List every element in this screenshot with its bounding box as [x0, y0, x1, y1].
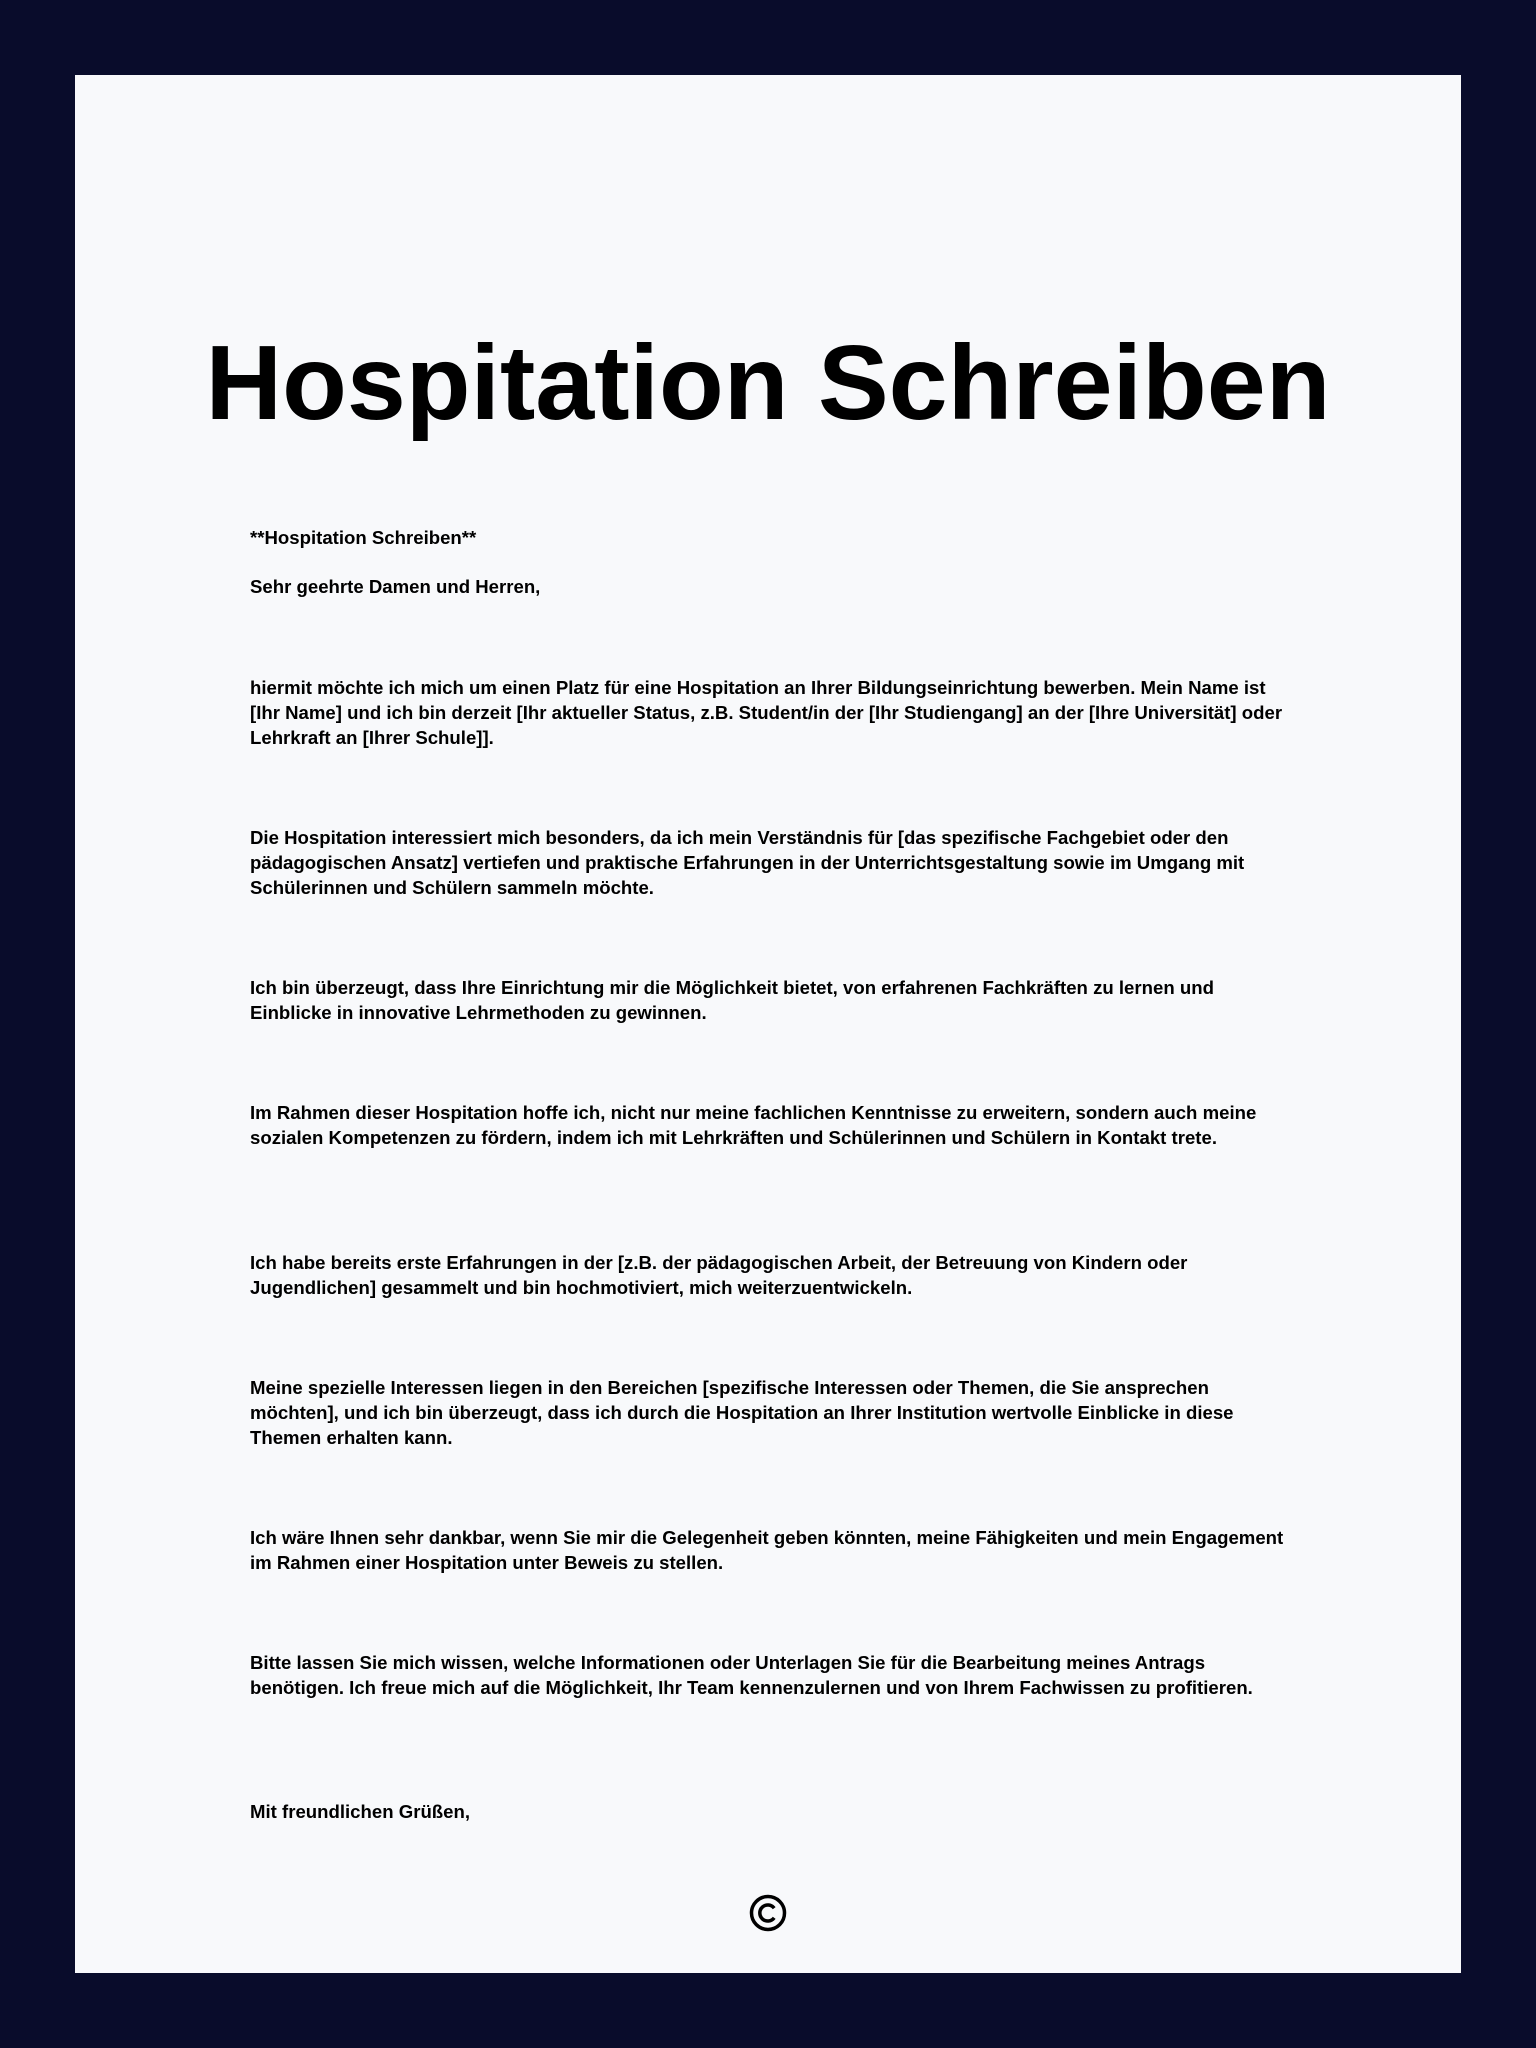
letter-closing: Mit freundlichen Grüßen,: [250, 1801, 471, 1822]
letter-paragraph: Die Hospitation interessiert mich besonders, da ich mein Verständnis für [das spezifische Fachgebiet oder den pädagogischen Ansatz] vertiefen und praktische Erfahrungen in der Unterrichtsgestaltung sowie im Umgang mit Schülerinnen und Schülern sammeln möchte.: [250, 827, 1245, 898]
letter-paragraph: Ich habe bereits erste Erfahrungen in der [z.B. der pädagogischen Arbeit, der Betreuung von Kindern oder Jugendlichen] gesammelt und bin hochmotiviert, mich weiterzuentwickeln.: [250, 1252, 1188, 1298]
page-title: Hospitation Schreiben: [205, 324, 1331, 442]
letter-paragraph: Ich bin überzeugt, dass Ihre Einrichtung mir die Möglichkeit bietet, von erfahrenen Fachkräften zu lernen und Einblicke in innovative Lehrmethoden zu gewinnen.: [250, 977, 1214, 1023]
letter-heading: **Hospitation Schreiben**: [250, 527, 477, 548]
letter-paragraph: hiermit möchte ich mich um einen Platz für eine Hospitation an Ihrer Bildungseinrichtung bewerben. Mein Name ist [Ihr Name] und ich bin derzeit [Ihr aktueller Status, z.B. Student/in der [Ihr Studiengang] an der [Ihre Universität] oder Lehrkraft an [Ihrer Schule]].: [250, 677, 1283, 748]
copyright-footer: [75, 1893, 1461, 1938]
letter-paragraph: Im Rahmen dieser Hospitation hoffe ich, nicht nur meine fachlichen Kenntnisse zu erweitern, sondern auch meine sozialen Kompetenzen zu fördern, indem ich mit Lehrkräften und Schülerinnen und Schülern in Kontakt trete.: [250, 1102, 1257, 1148]
letter-paragraph: Meine spezielle Interessen liegen in den Bereichen [spezifische Interessen oder Themen, die Sie ansprechen möchten], und ich bin überzeugt, dass ich durch die Hospitation an Ihrer Institution wertvolle Einblicke in diese Themen erhalten kann.: [250, 1377, 1234, 1448]
copyright-icon: [748, 1893, 788, 1933]
letter-paragraph: Ich wäre Ihnen sehr dankbar, wenn Sie mir die Gelegenheit geben könnten, meine Fähigkeiten und mein Engagement im Rahmen einer Hospitation unter Beweis zu stellen.: [250, 1527, 1284, 1573]
letter-greeting: Sehr geehrte Damen und Herren,: [250, 576, 541, 597]
document-card: [75, 75, 1461, 1973]
letter-paragraph: Bitte lassen Sie mich wissen, welche Informationen oder Unterlagen Sie für die Bearbeitung meines Antrags benötigen. Ich freue mich auf die Möglichkeit, Ihr Team kennenzulernen und von Ihrem Fachwissen zu profitieren.: [250, 1652, 1253, 1698]
